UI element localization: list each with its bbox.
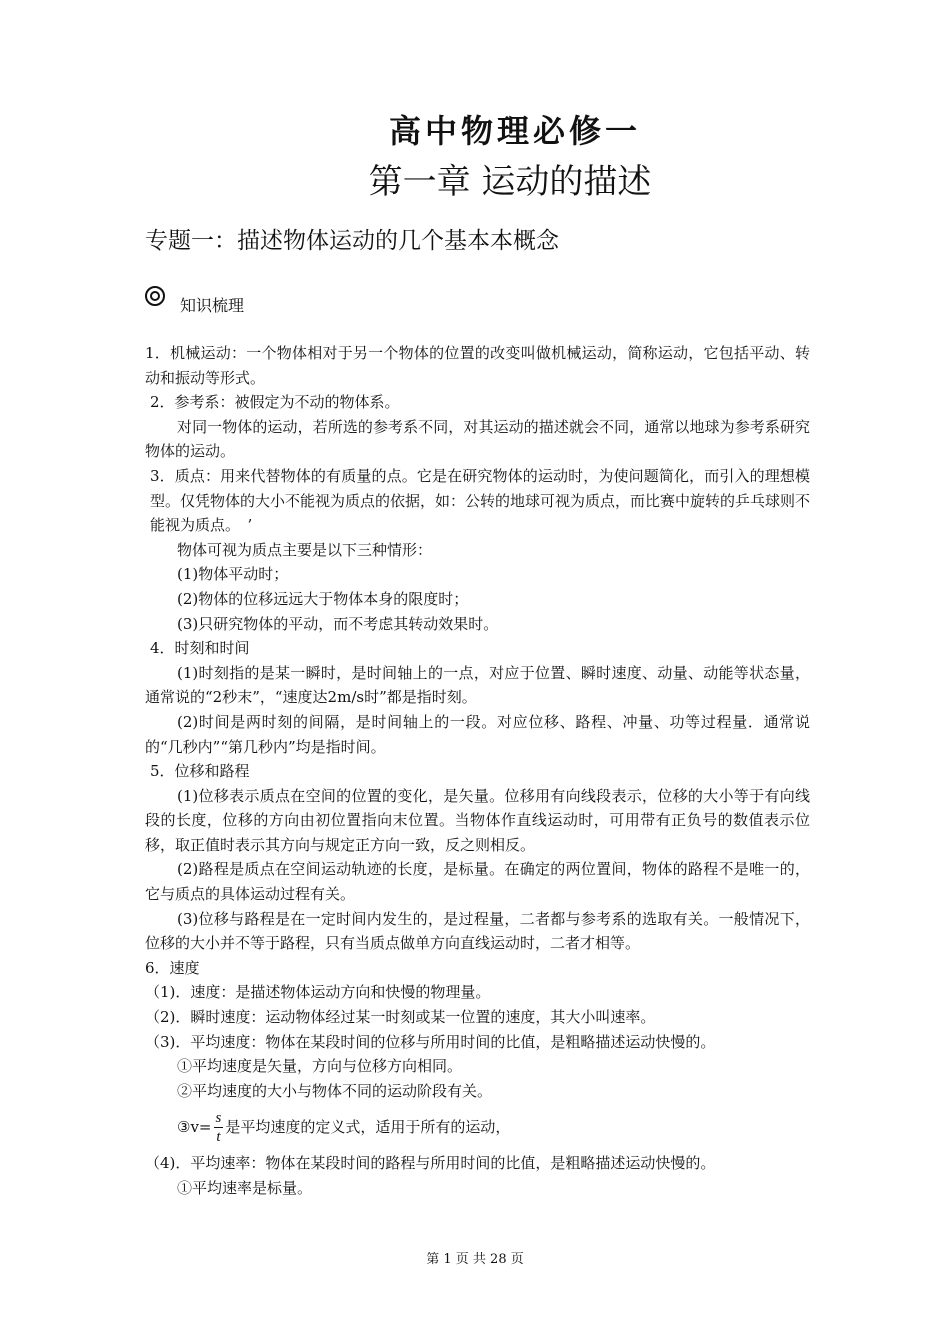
list-item: ①平均速度是矢量，方向与位移方向相同。 <box>177 1057 463 1076</box>
paragraph-particle: 3．质点：用来代替物体的有质量的点。它是在研究物体的运动时，为使问题简化，而引入的理想模型。仅凭物体的大小不能视为质点的依据，如：公转的地球可视为质点，而比赛中旋转的乒乓球则不能视为质点。 ’ <box>150 466 811 535</box>
fraction-numerator: s <box>215 1109 222 1126</box>
paragraph-instant-velocity: （2)．瞬时速度：运动物体经过某一时刻或某一位置的速度，其大小叫速率。 <box>145 1008 656 1027</box>
paragraph-particle-cases: 物体可视为质点主要是以下三种情形： <box>177 540 433 559</box>
paragraph-displacement: (1)位移表示质点在空间的位置的变化，是矢量。位移用有向线段表示，位移的大小等于有向线段的长度，位移的方向由初位置指向末位置。当物体作直线运动时，可用带有正负号的数值表示位移，取正值时表示其方向与规定正方向一致，反之则相反。 <box>145 786 810 854</box>
paragraph-reference-frame-detail: 对同一物体的运动，若所选的参考系不同，对其运动的描述就会不同，通常以地球为参考系研究物体的运动。 <box>145 417 810 461</box>
list-item: ①平均速率是标量。 <box>177 1179 313 1197</box>
list-item: (2)物体的位移远远大于物体本身的限度时； <box>177 589 469 608</box>
fraction-denominator: t <box>216 1128 221 1145</box>
paragraph-path: (2)路程是质点在空间运动轨迹的长度，是标量。在确定的两位置间，物体的路程不是唯一的，它与质点的具体运动过程有关。 <box>145 860 810 904</box>
paragraph-displacement-vs-path: (3)位移与路程是在一定时间内发生的，是过程量，二者都与参考系的选取有关。一般情况下，位移的大小并不等于路程，只有当质点做单方向直线运动时，二者才相等。 <box>145 909 810 953</box>
document-body <box>145 341 810 1201</box>
page-footer: 第 1 页 共 28 页 <box>426 1252 524 1267</box>
list-item: ②平均速度的大小与物体不同的运动阶段有关。 <box>177 1081 493 1100</box>
list-item: (3)只研究物体的平动，而不考虑其转动效果时。 <box>177 614 499 633</box>
paragraph-velocity: （1)．速度：是描述物体运动方向和快慢的物理量。 <box>145 983 491 1002</box>
list-item: (1)物体平动时； <box>177 565 289 584</box>
bullseye-icon <box>145 286 165 306</box>
fraction-s-over-t <box>214 1109 224 1146</box>
paragraph-velocity-heading: 6．速度 <box>145 958 200 977</box>
formula-prefix: ③v= <box>177 1118 212 1137</box>
formula-suffix: 是平均速度的定义式，适用于所有的运动， <box>225 1118 511 1137</box>
paragraph-displacement-heading: 5．位移和路程 <box>150 762 250 781</box>
paragraph-reference-frame: 2．参考系：被假定为不动的物体系。 <box>150 393 400 412</box>
paragraph-moment: (1)时刻指的是某一瞬时，是时间轴上的一点，对应于位置、瞬时速度、动量、动能等状态量，通常说的“2秒末”，“速度达2m/s时”都是指时刻。 <box>145 663 810 707</box>
paragraph-interval: (2)时间是两时刻的间隔，是时间轴上的一段。对应位移、路程、冲量、功等过程量．通常说的“几秒内”“第几秒内”均是指时间。 <box>145 712 810 756</box>
chapter-title: 第一章 运动的描述 <box>368 162 652 202</box>
topic-title: 专题一：描述物体运动的几个基本本概念 <box>145 228 559 254</box>
book-title: 高中物理必修一 <box>388 112 641 150</box>
formula-line <box>145 1103 810 1151</box>
paragraph-average-speed: （4)．平均速率：物体在某段时间的路程与所用时间的比值，是粗略描述运动快慢的。 <box>145 1154 716 1173</box>
paragraph-mechanical-motion: 1．机械运动：一个物体相对于另一个物体的位置的改变叫做机械运动，简称运动，它包括平动、转动和振动等形式。 <box>145 344 810 387</box>
paragraph-average-velocity: （3)．平均速度：物体在某段时间的位移与所用时间的比值，是粗略描述运动快慢的。 <box>145 1032 716 1051</box>
paragraph-time-heading: 4．时刻和时间 <box>150 639 250 658</box>
section-label: 知识梳理 <box>180 296 245 315</box>
